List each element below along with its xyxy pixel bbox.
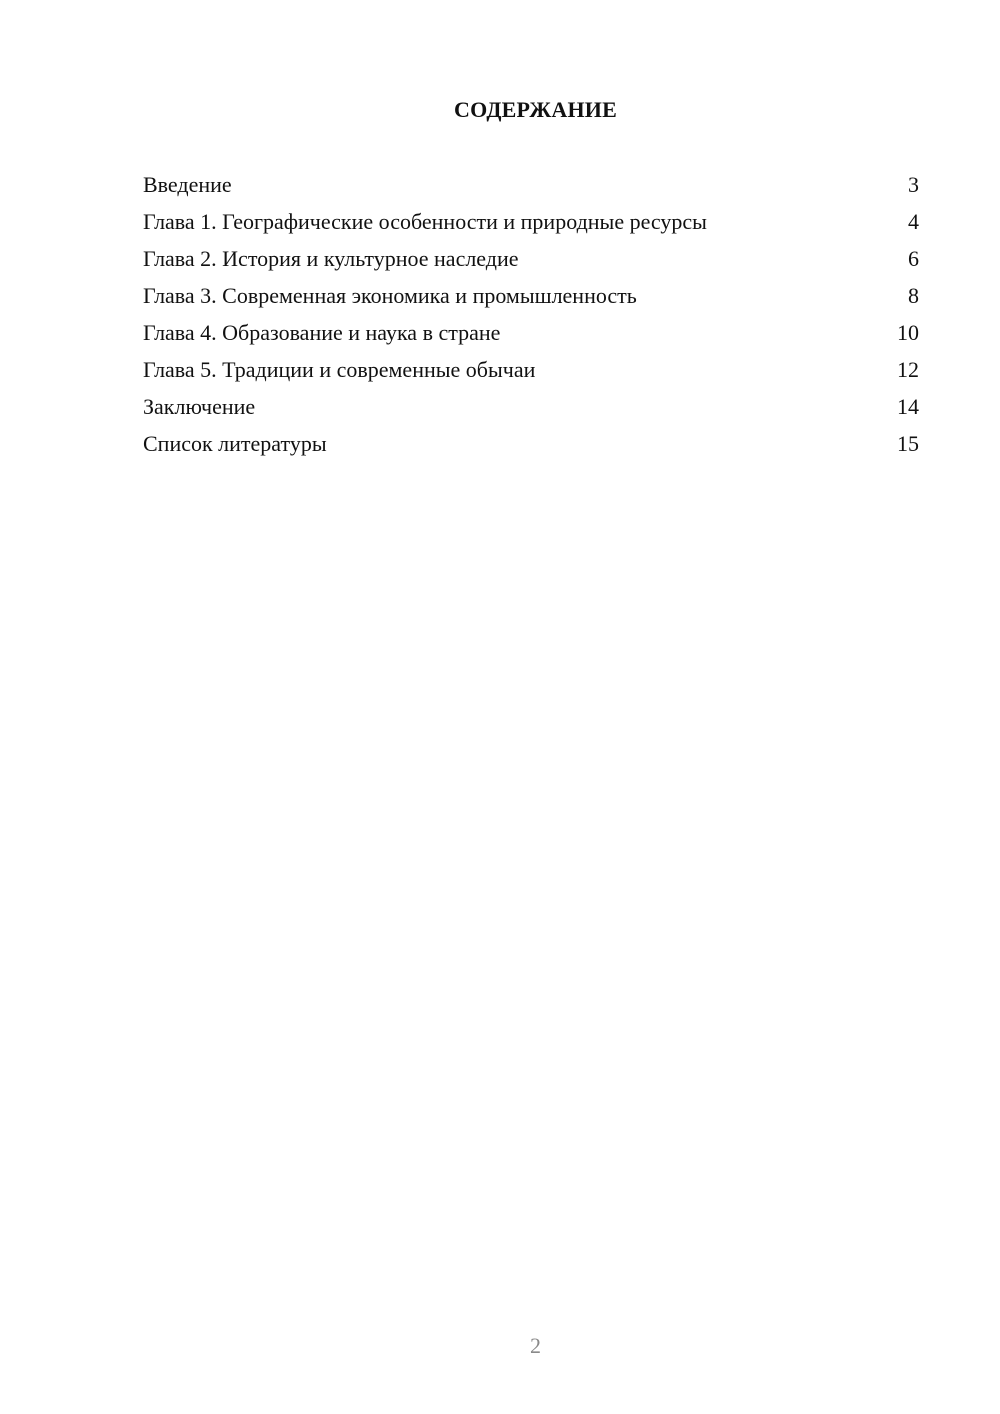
toc-entry-page: 3 <box>908 172 919 197</box>
toc-entry-label: Глава 3. Современная экономика и промышленность <box>143 283 637 308</box>
toc-heading: СОДЕРЖАНИЕ <box>454 97 617 122</box>
toc-entry-page: 12 <box>897 357 919 382</box>
toc-entry-label: Введение <box>143 172 232 197</box>
toc-entry-label: Глава 5. Традиции и современные обычаи <box>143 357 536 382</box>
toc-entry-chapter-1[interactable] <box>143 207 919 244</box>
toc-entry-chapter-3[interactable] <box>143 281 919 318</box>
toc-entry-label: Список литературы <box>143 431 327 456</box>
toc-entry-chapter-2[interactable] <box>143 244 919 281</box>
toc-entry-page: 6 <box>908 246 919 271</box>
toc-entry-page: 8 <box>908 283 919 308</box>
toc-entry-introduction[interactable] <box>143 170 919 207</box>
toc-entry-chapter-5[interactable] <box>143 355 919 392</box>
toc-entry-page: 14 <box>897 394 919 419</box>
toc-entry-chapter-4[interactable] <box>143 318 919 355</box>
table-of-contents <box>143 170 919 466</box>
toc-entry-label: Глава 2. История и культурное наследие <box>143 246 519 271</box>
toc-entry-label: Заключение <box>143 394 256 419</box>
toc-entry-page: 10 <box>897 320 919 345</box>
toc-entry-references[interactable] <box>143 429 919 466</box>
toc-entry-conclusion[interactable] <box>143 392 919 429</box>
toc-entry-page: 4 <box>908 209 919 234</box>
toc-entry-label: Глава 1. Географические особенности и природные ресурсы <box>143 209 707 234</box>
toc-entry-page: 15 <box>897 431 919 456</box>
page-number: 2 <box>530 1333 541 1358</box>
toc-entry-label: Глава 4. Образование и наука в стране <box>143 320 501 345</box>
